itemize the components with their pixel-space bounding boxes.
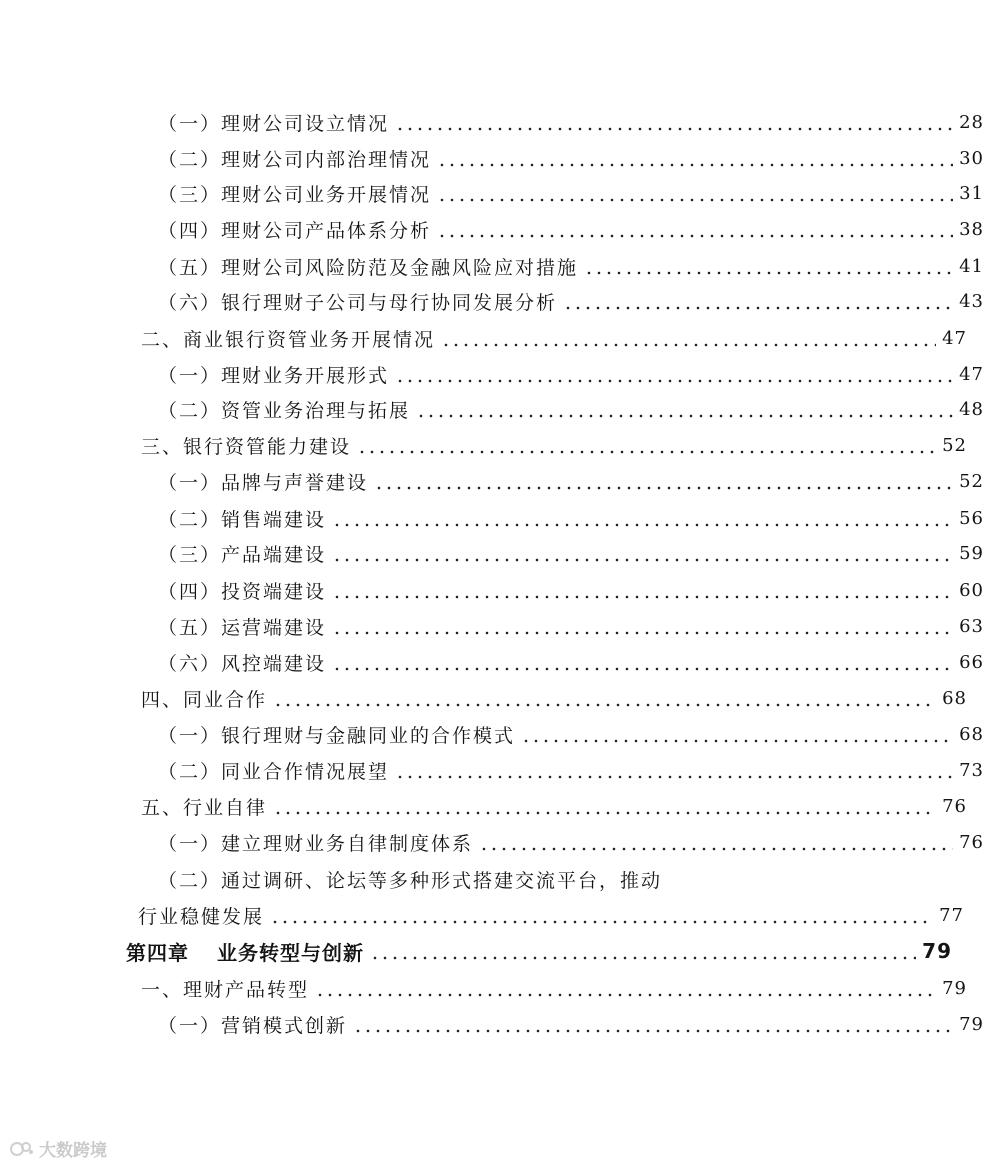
toc-entry-page: 31 bbox=[959, 182, 984, 204]
toc-entry-page: 79 bbox=[942, 977, 967, 999]
toc-section[interactable] bbox=[0, 320, 967, 356]
toc-entry-title: （一）理财公司设立情况 bbox=[158, 112, 390, 135]
dot-leader bbox=[441, 329, 936, 348]
toc-entry-title: （六）风控端建设 bbox=[158, 652, 327, 675]
toc-entry-title: （一）银行理财与金融同业的合作模式 bbox=[158, 724, 516, 747]
toc-entry-title: 一、理财产品转型 bbox=[141, 978, 310, 1001]
toc-entry-page: 56 bbox=[959, 507, 984, 529]
toc-entry-title: （四）理财公司产品体系分析 bbox=[158, 219, 432, 242]
toc-entry-title: （一）营销模式创新 bbox=[158, 1014, 348, 1037]
dot-leader bbox=[353, 1015, 953, 1034]
dot-leader bbox=[521, 725, 953, 744]
toc-entry-page: 48 bbox=[959, 398, 984, 420]
toc-entry[interactable] bbox=[0, 500, 984, 536]
toc-entry-title: （六）银行理财子公司与母行协同发展分析 bbox=[158, 291, 558, 314]
toc-entry-page: 76 bbox=[942, 795, 967, 817]
watermark-logo-icon bbox=[10, 1140, 34, 1158]
toc-entry[interactable] bbox=[0, 824, 984, 860]
watermark-text: 大数跨境 bbox=[39, 1141, 107, 1161]
toc-entry[interactable] bbox=[0, 140, 984, 176]
toc-entry[interactable] bbox=[0, 104, 984, 140]
toc-entry-page: 47 bbox=[942, 327, 967, 349]
toc-entry[interactable] bbox=[0, 752, 984, 788]
toc-entry[interactable] bbox=[0, 248, 984, 284]
toc-entry-page: 73 bbox=[959, 759, 984, 781]
chapter-number: 第四章 bbox=[126, 940, 189, 965]
toc-entry-title: 三、银行资管能力建设 bbox=[141, 435, 352, 458]
toc-entry-page: 76 bbox=[959, 831, 984, 853]
toc-entry-title-continued: 行业稳健发展 bbox=[138, 905, 265, 928]
toc-section[interactable] bbox=[0, 970, 967, 1006]
dot-leader bbox=[273, 797, 936, 816]
toc-entry-page: 41 bbox=[959, 255, 984, 277]
dot-leader bbox=[332, 617, 953, 636]
toc-entry-title: 四、同业合作 bbox=[141, 688, 268, 711]
toc-entry[interactable] bbox=[0, 716, 984, 752]
toc-entry-page: 38 bbox=[959, 218, 984, 240]
toc-section[interactable] bbox=[0, 788, 967, 824]
toc-entry[interactable] bbox=[0, 1006, 984, 1042]
toc-entry-page: 30 bbox=[959, 147, 984, 169]
toc-entry[interactable] bbox=[0, 608, 984, 644]
toc-entry-title: （一）建立理财业务自律制度体系 bbox=[158, 832, 474, 855]
dot-leader bbox=[270, 906, 933, 925]
toc-entry-page: 52 bbox=[959, 470, 984, 492]
dot-leader bbox=[479, 833, 953, 852]
dot-leader bbox=[273, 689, 936, 708]
dot-leader bbox=[395, 761, 953, 780]
watermark bbox=[10, 1136, 107, 1161]
toc-entry-page: 79 bbox=[922, 939, 952, 963]
toc-section[interactable] bbox=[0, 427, 967, 463]
toc-entry-title: （二）销售端建设 bbox=[158, 508, 327, 531]
toc-entry[interactable] bbox=[0, 175, 984, 211]
toc-entry-page: 79 bbox=[959, 1013, 984, 1035]
dot-leader bbox=[332, 544, 953, 563]
toc-entry-title: （四）投资端建设 bbox=[158, 580, 327, 603]
toc-entry[interactable] bbox=[0, 572, 984, 608]
toc-entry-title: （三）产品端建设 bbox=[158, 543, 327, 566]
toc-entry-title: （一）理财业务开展形式 bbox=[158, 364, 390, 387]
toc-entry-title: （五）运营端建设 bbox=[158, 616, 327, 639]
toc-entry-title: （五）理财公司风险防范及金融风险应对措施 bbox=[158, 256, 579, 279]
chapter-title: 业务转型与创新 bbox=[217, 940, 364, 965]
toc-entry[interactable] bbox=[0, 356, 984, 392]
toc-entry-title: （二）资管业务治理与拓展 bbox=[158, 399, 411, 422]
toc-entry-page: 68 bbox=[942, 687, 967, 709]
toc-entry[interactable] bbox=[0, 535, 984, 571]
dot-leader bbox=[437, 184, 953, 203]
dot-leader bbox=[416, 400, 953, 419]
dot-leader bbox=[395, 365, 953, 384]
toc-entry-page: 47 bbox=[959, 363, 984, 385]
dot-leader bbox=[437, 149, 953, 168]
dot-leader bbox=[357, 436, 936, 455]
toc-entry-page: 60 bbox=[959, 579, 984, 601]
toc-entry-page: 63 bbox=[959, 615, 984, 637]
dot-leader bbox=[332, 653, 953, 672]
toc-entry-page: 77 bbox=[939, 904, 964, 926]
toc-entry-title: （三）理财公司业务开展情况 bbox=[158, 183, 432, 206]
dot-leader bbox=[395, 113, 953, 132]
toc-chapter[interactable] bbox=[0, 933, 952, 969]
toc-entry-page: 68 bbox=[959, 723, 984, 745]
toc-entry[interactable] bbox=[0, 463, 984, 499]
toc-entry-title: 二、商业银行资管业务开展情况 bbox=[141, 328, 436, 351]
toc-entry-page: 28 bbox=[959, 111, 984, 133]
dot-leader bbox=[374, 472, 953, 491]
dot-leader bbox=[315, 979, 936, 998]
dot-leader bbox=[584, 257, 953, 276]
toc-entry-title: 五、行业自律 bbox=[141, 796, 268, 819]
toc-entry-title: （二）通过调研、论坛等多种形式搭建交流平台，推动 bbox=[158, 869, 663, 892]
toc-entry[interactable] bbox=[0, 391, 984, 427]
dot-leader bbox=[437, 220, 953, 239]
dot-leader bbox=[332, 509, 953, 528]
toc-entry-page: 43 bbox=[959, 290, 984, 312]
toc-entry-title: （二）同业合作情况展望 bbox=[158, 760, 390, 783]
toc-entry-wrapped-line2[interactable] bbox=[0, 897, 964, 933]
toc-section[interactable] bbox=[0, 680, 967, 716]
dot-leader bbox=[370, 942, 916, 961]
dot-leader bbox=[563, 292, 953, 311]
toc-entry-page: 52 bbox=[942, 434, 967, 456]
toc-entry-title: （一）品牌与声誉建设 bbox=[158, 471, 369, 494]
toc-entry[interactable] bbox=[0, 644, 984, 680]
toc-entry[interactable] bbox=[0, 283, 984, 319]
dot-leader bbox=[332, 581, 953, 600]
toc-entry-wrapped-line1[interactable] bbox=[0, 861, 984, 897]
toc-entry[interactable] bbox=[0, 211, 984, 247]
toc-entry-page: 66 bbox=[959, 651, 984, 673]
toc-entry-title: （二）理财公司内部治理情况 bbox=[158, 148, 432, 171]
toc-entry-page: 59 bbox=[959, 542, 984, 564]
